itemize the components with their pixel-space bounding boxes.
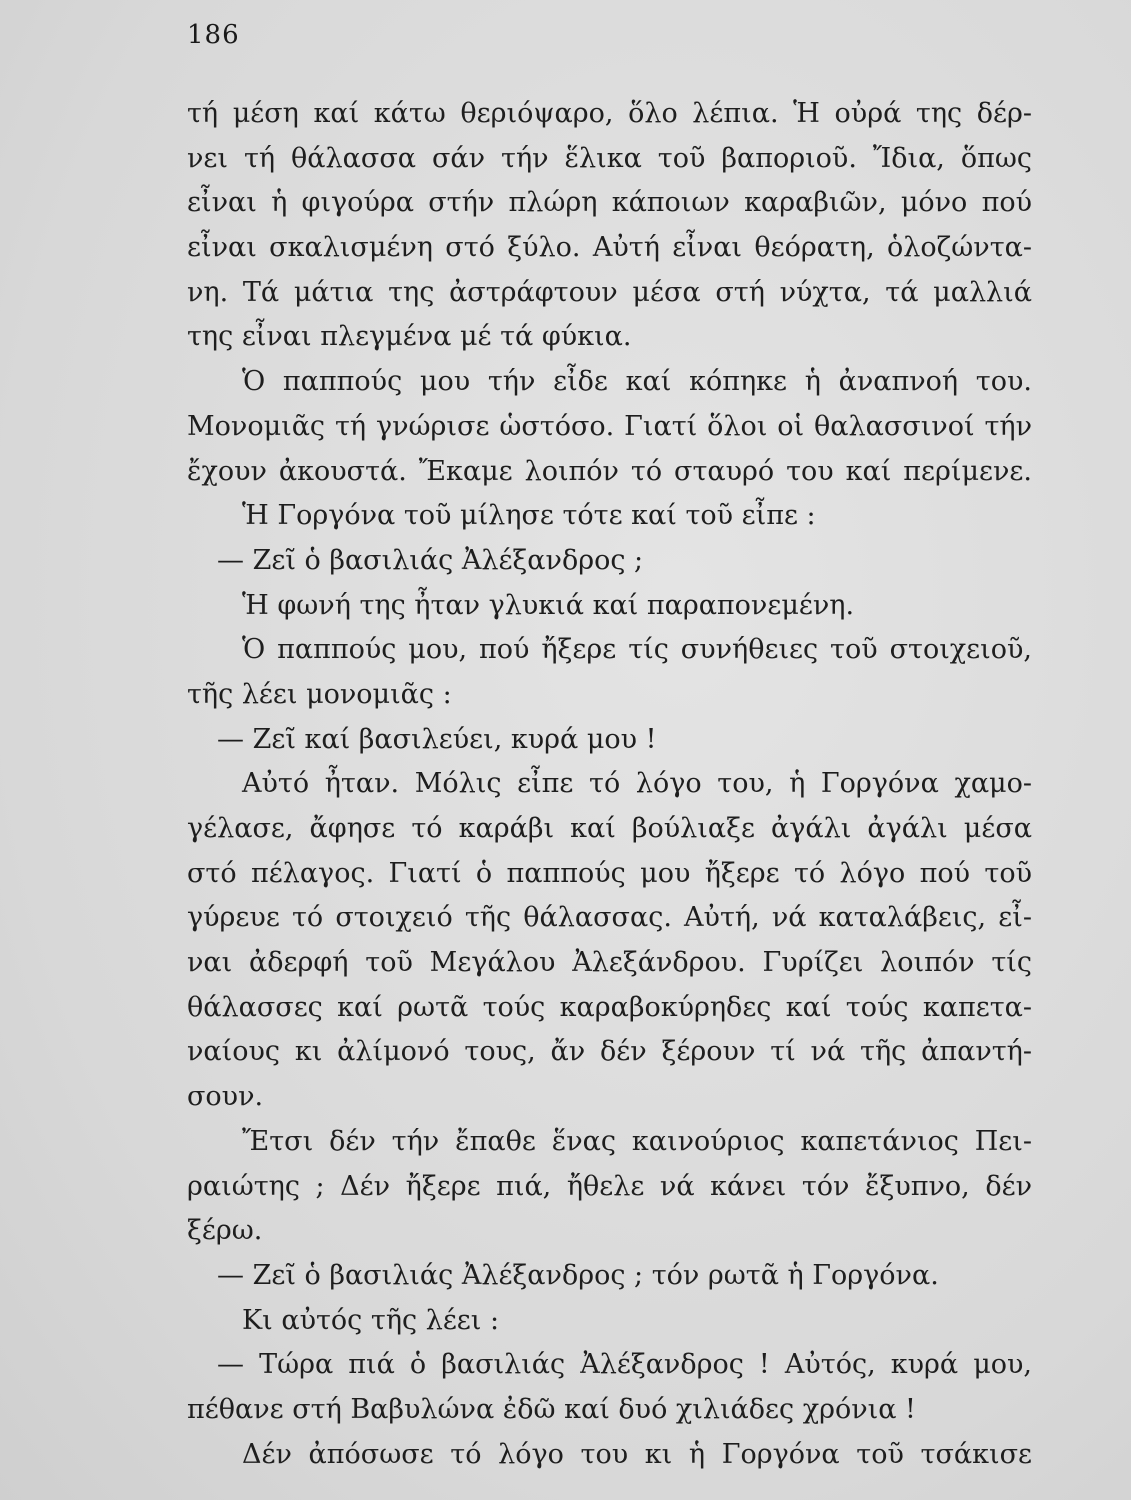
text-line: γέλασε, ἄφησε τό καράβι καί βούλιαξε ἀγάλι ἀγάλι μέσα (187, 813, 1032, 844)
text-line: πέθανε στή Βαβυλώνα ἐδῶ καί δυό χιλιάδες χρόνια ! (187, 1393, 916, 1425)
text-line: σουν. (187, 1081, 264, 1113)
text-line: ναι ἀδερφή τοῦ Μεγάλου Ἀλεξάνδρου. Γυρίζει λοιπόν τίς (187, 947, 1032, 979)
text-line: ξέρω. (187, 1215, 263, 1247)
text-line: Ἡ φωνή της ἦταν γλυκιά καί παραπονεμένη. (242, 589, 855, 621)
text-line: — Ζεῖ καί βασιλεύει, κυρά μου ! (217, 723, 657, 755)
text-line: Μονομιᾶς τή γνώρισε ὡστόσο. Γιατί ὅλοι οἱ θαλασσινοί τήν (187, 410, 1032, 442)
text-line: Δέν ἀπόσωσε τό λόγο του κι ἡ Γοργόνα τοῦ τσάκισε (242, 1438, 1032, 1470)
text-line: Ὁ παππούς μου, πού ἤξερε τίς συνήθειες τοῦ στοιχειοῦ, (242, 634, 1032, 666)
text-line: της εἶναι πλεγμένα μέ τά φύκια. (187, 321, 632, 353)
text-line: εἶναι ἡ φιγούρα στήν πλώρη κάποιων καραβιῶν, μόνο πού (187, 187, 1032, 219)
body-text (187, 92, 1032, 1477)
text-line: γύρευε τό στοιχειό τῆς θάλασσας. Αὐτή, νά καταλάβεις, εἶ- (187, 902, 1032, 934)
text-line: εἶναι σκαλισμένη στό ξύλο. Αὐτή εἶναι θεόρατη, ὁλοζώντα- (187, 232, 1032, 264)
text-line: — Ζεῖ ὁ βασιλιάς Ἀλέξανδρος ; (217, 544, 644, 576)
text-line: τή μέση καί κάτω θεριόψαρο, ὅλο λέπια. Ἡ οὐρά της δέρ- (187, 98, 1032, 129)
text-line: ραιώτης ; Δέν ἤξερε πιά, ἤθελε νά κάνει τόν ἔξυπνο, δέν (187, 1170, 1032, 1202)
text-line: νει τή θάλασσα σάν τήν ἕλικα τοῦ βαποριοῦ. Ἴδια, ὅπως (187, 142, 1032, 174)
text-line: Αὐτό ἦταν. Μόλις εἶπε τό λόγο του, ἡ Γοργόνα χαμο- (242, 768, 1032, 800)
text-line: Ἡ Γοργόνα τοῦ μίλησε τότε καί τοῦ εἶπε : (242, 500, 816, 532)
text-line: — Τώρα πιά ὁ βασιλιάς Ἀλέξανδρος ! Αὐτός, κυρά μου, (217, 1349, 1032, 1381)
text-line: — Ζεῖ ὁ βασιλιάς Ἀλέξανδρος ; τόν ρωτᾶ ἡ Γοργόνα. (217, 1259, 939, 1291)
text-line: Ὁ παππούς μου τήν εἶδε καί κόπηκε ἡ ἀναπνοή του. (242, 366, 1032, 398)
text-line: ἔχουν ἀκουστά. Ἔκαμε λοιπόν τό σταυρό του καί περίμενε. (187, 455, 1032, 487)
text-line: νη. Τά μάτια της ἀστράφτουν μέσα στή νύχτα, τά μαλλιά (187, 276, 1032, 308)
text-line: Κι αὐτός τῆς λέει : (242, 1304, 500, 1336)
text-line: ναίους κι ἀλίμονό τους, ἄν δέν ξέρουν τί νά τῆς ἀπαντή- (187, 1036, 1032, 1068)
text-line: στό πέλαγος. Γιατί ὁ παππούς μου ἤξερε τό λόγο πού τοῦ (187, 857, 1032, 889)
page-number: 186 (187, 20, 240, 50)
text-line: θάλασσες καί ρωτᾶ τούς καραβοκύρηδες καί τούς καπετα- (187, 991, 1032, 1023)
text-line: Ἔτσι δέν τήν ἔπαθε ἕνας καινούριος καπετάνιος Πει- (242, 1125, 1032, 1157)
text-line: τῆς λέει μονομιᾶς : (187, 678, 452, 710)
